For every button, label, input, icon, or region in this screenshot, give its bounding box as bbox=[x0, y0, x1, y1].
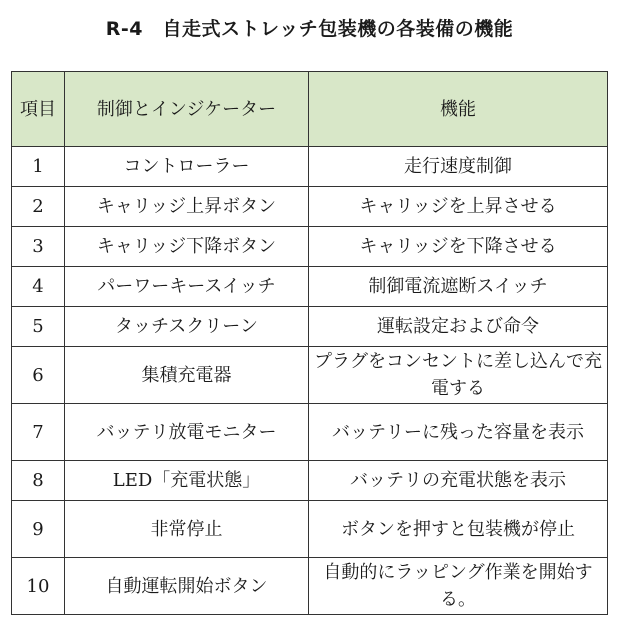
table-row bbox=[12, 267, 608, 307]
table-row bbox=[12, 558, 608, 615]
table-row bbox=[12, 227, 608, 267]
cell-control: コントローラー bbox=[65, 147, 309, 187]
cell-function: キャリッジを下降させる bbox=[309, 227, 608, 267]
table-row bbox=[12, 147, 608, 187]
cell-control: 非常停止 bbox=[65, 501, 309, 558]
cell-item-no: 3 bbox=[12, 227, 65, 267]
cell-control: 集積充電器 bbox=[65, 347, 309, 404]
cell-function: 制御電流遮断スイッチ bbox=[309, 267, 608, 307]
cell-item-no: 5 bbox=[12, 307, 65, 347]
cell-item-no: 4 bbox=[12, 267, 65, 307]
header-control: 制御とインジケーター bbox=[65, 72, 309, 147]
cell-function: 運転設定および命令 bbox=[309, 307, 608, 347]
table-row bbox=[12, 501, 608, 558]
cell-function: プラグをコンセントに差し込んで充電する bbox=[309, 347, 608, 404]
cell-control: タッチスクリーン bbox=[65, 307, 309, 347]
cell-function: バッテリーに残った容量を表示 bbox=[309, 404, 608, 461]
cell-item-no: 10 bbox=[12, 558, 65, 615]
cell-function: キャリッジを上昇させる bbox=[309, 187, 608, 227]
header-item-no: 項目 bbox=[12, 72, 65, 147]
cell-control: キャリッジ上昇ボタン bbox=[65, 187, 309, 227]
cell-item-no: 2 bbox=[12, 187, 65, 227]
table-header-row bbox=[12, 72, 608, 147]
equipment-function-table bbox=[11, 71, 608, 615]
table-row bbox=[12, 461, 608, 501]
cell-control: 自動運転開始ボタン bbox=[65, 558, 309, 615]
cell-item-no: 1 bbox=[12, 147, 65, 187]
cell-function: 走行速度制御 bbox=[309, 147, 608, 187]
cell-function: 自動的にラッピング作業を開始する。 bbox=[309, 558, 608, 615]
cell-item-no: 6 bbox=[12, 347, 65, 404]
table-row bbox=[12, 404, 608, 461]
table-row bbox=[12, 347, 608, 404]
table-row bbox=[12, 307, 608, 347]
table-row bbox=[12, 187, 608, 227]
cell-item-no: 7 bbox=[12, 404, 65, 461]
cell-item-no: 8 bbox=[12, 461, 65, 501]
cell-control: LED「充電状態」 bbox=[65, 461, 309, 501]
cell-function: ボタンを押すと包装機が停止 bbox=[309, 501, 608, 558]
page-title: R-4 自走式ストレッチ包装機の各装備の機能 bbox=[105, 18, 514, 40]
cell-function: バッテリの充電状態を表示 bbox=[309, 461, 608, 501]
header-function: 機能 bbox=[309, 72, 608, 147]
cell-control: バッテリ放電モニター bbox=[65, 404, 309, 461]
cell-item-no: 9 bbox=[12, 501, 65, 558]
cell-control: パーワーキースイッチ bbox=[65, 267, 309, 307]
cell-control: キャリッジ下降ボタン bbox=[65, 227, 309, 267]
